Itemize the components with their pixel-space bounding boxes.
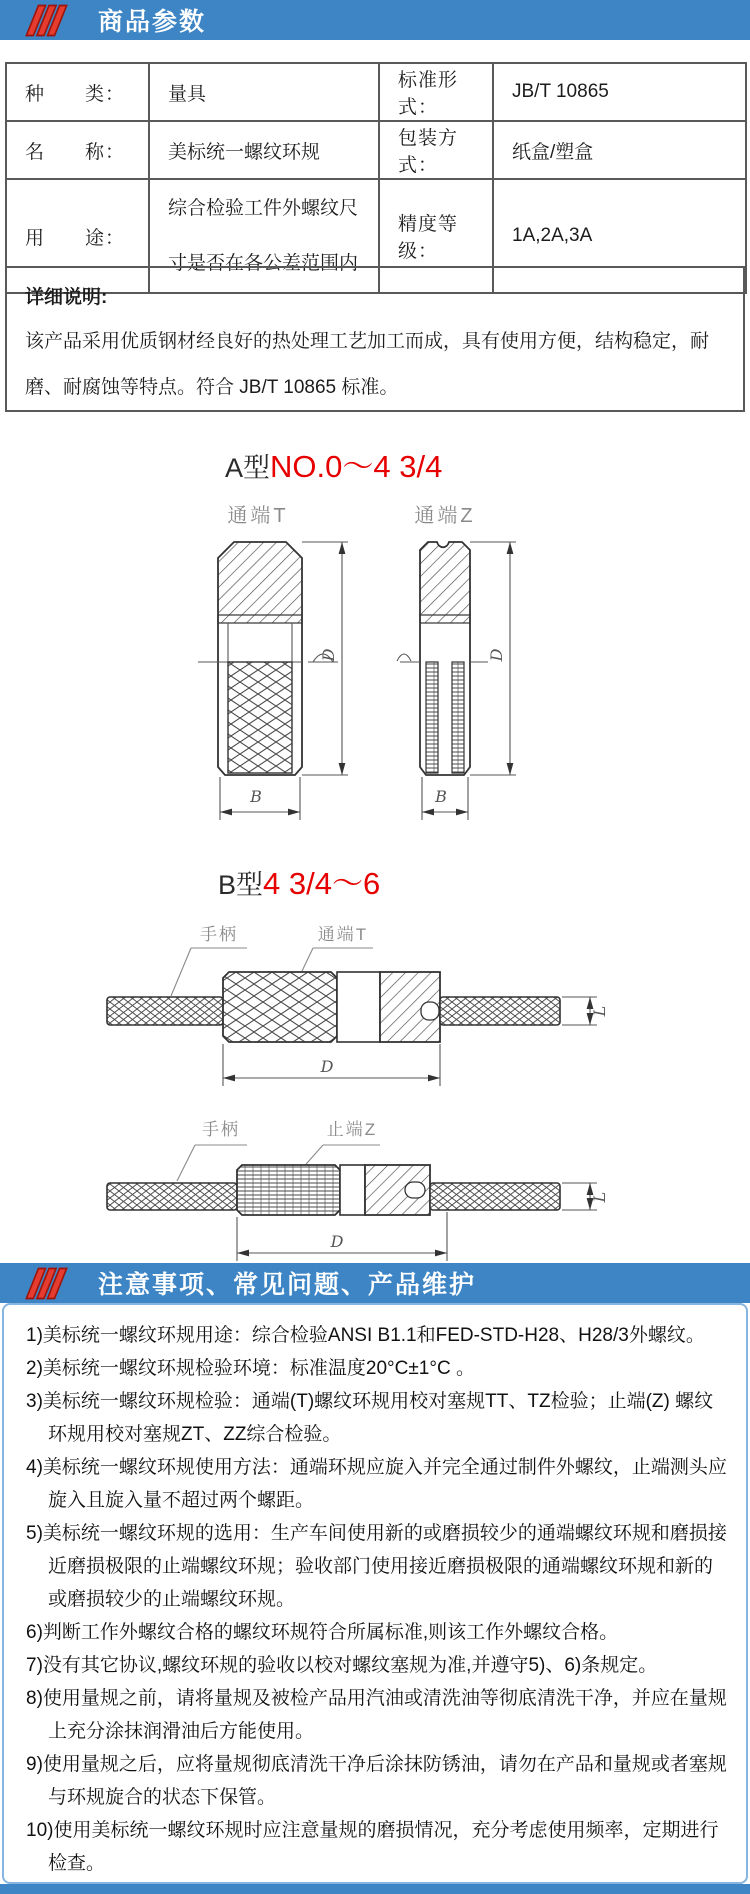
type-b-range: 4 3/4～6: [263, 866, 381, 901]
params-table: [5, 62, 747, 294]
type-a-title: [225, 441, 442, 486]
note-item-10: 10)使用美标统一螺纹环规时应注意量规的磨损情况，充分考虑使用频率，定期进行检查。: [26, 1820, 719, 1874]
note-item-8: 8)使用量规之前，请将量规及被检产品用汽油或清洗油等彻底清洗干净，并应在量规上充分涂抹润滑油后方能使用。: [26, 1688, 727, 1742]
param-label-name: 名 称：: [6, 121, 149, 179]
gauge-go-label: 通端T: [317, 925, 369, 944]
param-value-standard: JB/T 10865: [493, 63, 746, 121]
type-a-label: A型: [225, 453, 271, 483]
gauge-nogo-label: 止端Z: [326, 1120, 378, 1139]
next-section-strip: [0, 1884, 750, 1894]
section-title-params: 商品参数: [98, 8, 207, 36]
type-b-go-diagram: [65, 918, 625, 1093]
dim-l: L: [590, 1191, 609, 1203]
section-header-params: [0, 0, 750, 40]
note-item-4: 4)美标统一螺纹环规使用方法：通端环规应旋入并完全通过制件外螺纹，止端测头应旋入且旋入量不超过两个螺距。: [26, 1457, 727, 1511]
description-text: 该产品采用优质钢材经良好的热处理工艺加工而成，具有使用方便，结构稳定，耐磨、耐腐蚀等特点。符合 JB/T 10865 标准。: [25, 331, 710, 398]
note-item-6: 6)判断工作外螺纹合格的螺纹环规符合所属标准,则该工作外螺纹合格。: [26, 1622, 619, 1643]
section-title-notes: 注意事项、常见问题、产品维护: [98, 1271, 477, 1299]
param-value-category: 量具: [149, 63, 379, 121]
note-item-9: 9)使用量规之后，应将量规彻底清洗干净后涂抹防锈油，请勿在产品和量规或者塞规与环规旋合的状态下保管。: [26, 1754, 727, 1808]
note-item-3: 3)美标统一螺纹环规检验：通端(T)螺纹环规用校对塞规TT、TZ检验；止端(Z) 螺纹环规用校对塞规ZT、ZZ综合检验。: [26, 1391, 714, 1445]
note-item-5: 5)美标统一螺纹环规的选用：生产车间使用新的或磨损较少的通端螺纹环规和磨损接近磨损极限的止端螺纹环规；验收部门使用接近磨损极限的通端螺纹环规和新的或磨损较少的止端螺纹环规。: [26, 1523, 727, 1610]
dim-d-right: D: [487, 648, 506, 662]
brand-slashes-icon: [24, 1265, 86, 1302]
note-item-7: 7)没有其它协议,螺纹环规的验收以校对螺纹塞规为准,并遵守5)、6)条规定。: [26, 1655, 658, 1676]
section-header-notes: [0, 1263, 750, 1303]
type-b-nogo-diagram: [65, 1093, 625, 1261]
table-row: [6, 121, 746, 179]
description-box: [5, 266, 745, 412]
type-b-title: [218, 858, 380, 903]
table-row: [6, 63, 746, 121]
dim-d: D: [320, 1057, 334, 1076]
type-a-range: NO.0～4 3/4: [270, 449, 443, 484]
handle-label: 手柄: [202, 1120, 240, 1139]
param-label-standard: 标准形式：: [379, 63, 493, 121]
usage-line-1: 综合检验工件外螺纹尺: [168, 198, 359, 219]
note-item-1: 1)美标统一螺纹环规用途：综合检验ANSI B1.1和FED-STD-H28、H28/3外螺纹。: [26, 1325, 705, 1346]
param-value-name: 美标统一螺纹环规: [149, 121, 379, 179]
param-value-packaging: 纸盒/塑盒: [493, 121, 746, 179]
dim-l: L: [590, 1005, 609, 1017]
dim-b-left: B: [250, 787, 262, 806]
dim-d: D: [330, 1232, 344, 1251]
param-label-usage: 用 途：: [6, 179, 149, 293]
usage-line-2: 寸是否在各公差范围内: [168, 253, 359, 274]
description-heading: 详细说明:: [25, 287, 108, 308]
param-label-accuracy: 精度等级：: [379, 179, 493, 293]
gauge-go-label: 通端T: [227, 505, 289, 527]
param-value-accuracy: 1A,2A,3A: [493, 179, 746, 293]
dim-d-left: D: [319, 648, 338, 662]
notes-box: [2, 1303, 748, 1884]
param-label-category: 种 类：: [6, 63, 149, 121]
param-label-packaging: 包装方式：: [379, 121, 493, 179]
gauge-nogo-label: 通端Z: [414, 505, 476, 527]
handle-label: 手柄: [200, 925, 238, 944]
type-b-label: B型: [218, 870, 264, 900]
dim-b-right: B: [435, 787, 447, 806]
brand-slashes-icon: [24, 2, 86, 39]
note-item-2: 2)美标统一螺纹环规检验环境：标准温度20°C±1°C 。: [26, 1358, 475, 1379]
type-a-diagram: [150, 490, 550, 840]
